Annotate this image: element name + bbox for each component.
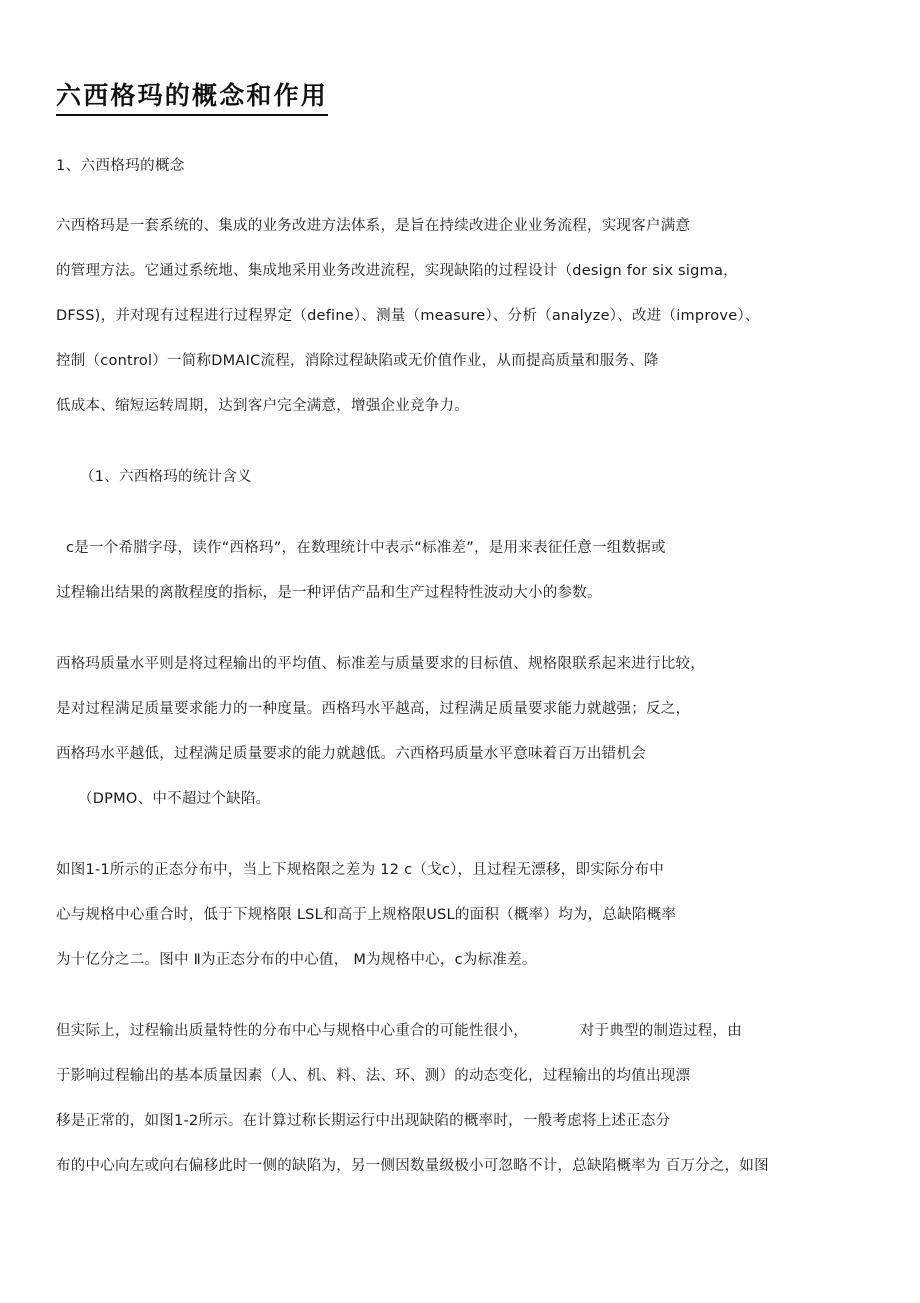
paragraph-line: DFSS)，并对现有过程进行过程界定（define）、测量（measure）、分析（analyze）、改进（improve）、 — [56, 308, 760, 324]
paragraph-2 — [56, 500, 876, 616]
subsection-heading-1: （1、六西格玛的统计含义 — [80, 469, 252, 485]
paragraph-line: 的管理方法。它通过系统地、集成地采用业务改进流程，实现缺陷的过程设计（design for six sigma， — [56, 263, 738, 279]
page-title-text: 六西格玛的概念和作用 — [56, 80, 328, 116]
paragraph-line: 西格玛水平越低，过程满足质量要求的能力就越低。六西格玛质量水平意味着百万出错机会 — [56, 746, 646, 762]
paragraph-line: 布的中心向左或向右偏移此时一侧的缺陷为，另一侧因数量级极小可忽略不计，总缺陷概率为 百万分之，如图 — [56, 1158, 769, 1174]
subsection-heading-1-block — [56, 429, 876, 500]
paragraph-line: （DPMO、中不超过个缺陷。 — [78, 791, 271, 807]
paragraph-line: 移是正常的，如图1-2所示。在计算过称长期运行中出现缺陷的概率时，一般考虑将上述正态分 — [56, 1113, 671, 1129]
paragraph-line: 控制（control）一简称DMAIC流程，消除过程缺陷或无价值作业，从而提高质量和服务、降 — [56, 353, 659, 369]
paragraph-line: 低成本、缩短运转周期，达到客户完全满意，增强企业竞争力。 — [56, 398, 469, 414]
paragraph-1 — [56, 178, 876, 429]
document-content — [56, 0, 876, 1189]
paragraph-line: 过程输出结果的离散程度的指标，是一种评估产品和生产过程特性波动大小的参数。 — [56, 585, 602, 601]
section-heading-1: 1、六西格玛的概念 — [56, 158, 185, 175]
page-title — [56, 0, 876, 116]
paragraph-3 — [56, 616, 876, 822]
paragraph-line: 六西格玛是一套系统的、集成的业务改进方法体系，是旨在持续改进企业业务流程，实现客户满意 — [56, 218, 691, 234]
paragraph-line: 心与规格中心重合时，低于下规格限 LSL和高于上规格限USL的面积（概率）均为，总缺陷概率 — [56, 907, 677, 923]
paragraph-5 — [56, 983, 876, 1189]
paragraph-line: 如图1-1所示的正态分布中，当上下规格限之差为 12 c（戈c），且过程无漂移，即实际分布中 — [56, 862, 665, 878]
paragraph-line: 为十亿分之二。图中 Ⅱ为正态分布的中心值， M为规格中心，c为标准差。 — [56, 952, 537, 968]
paragraph-line: 是对过程满足质量要求能力的一种度量。西格玛水平越高，过程满足质量要求能力就越强；反之， — [56, 701, 691, 717]
paragraph-line: 于影响过程输出的基本质量因素（人、机、料、法、环、测）的动态变化，过程输出的均值出现漂 — [56, 1068, 691, 1084]
paragraph-line: c是一个希腊字母，读作“西格玛”，在数理统计中表示“标准差”，是用来表征任意一组数据或 — [66, 540, 666, 556]
paragraph-line: 但实际上，过程输出质量特性的分布中心与规格中心重合的可能性很小， 对于典型的制造过程，由 — [56, 1023, 742, 1039]
paragraph-line: 西格玛质量水平则是将过程输出的平均值、标准差与质量要求的目标值、规格限联系起来进行比较， — [56, 656, 705, 672]
paragraph-4 — [56, 822, 876, 983]
